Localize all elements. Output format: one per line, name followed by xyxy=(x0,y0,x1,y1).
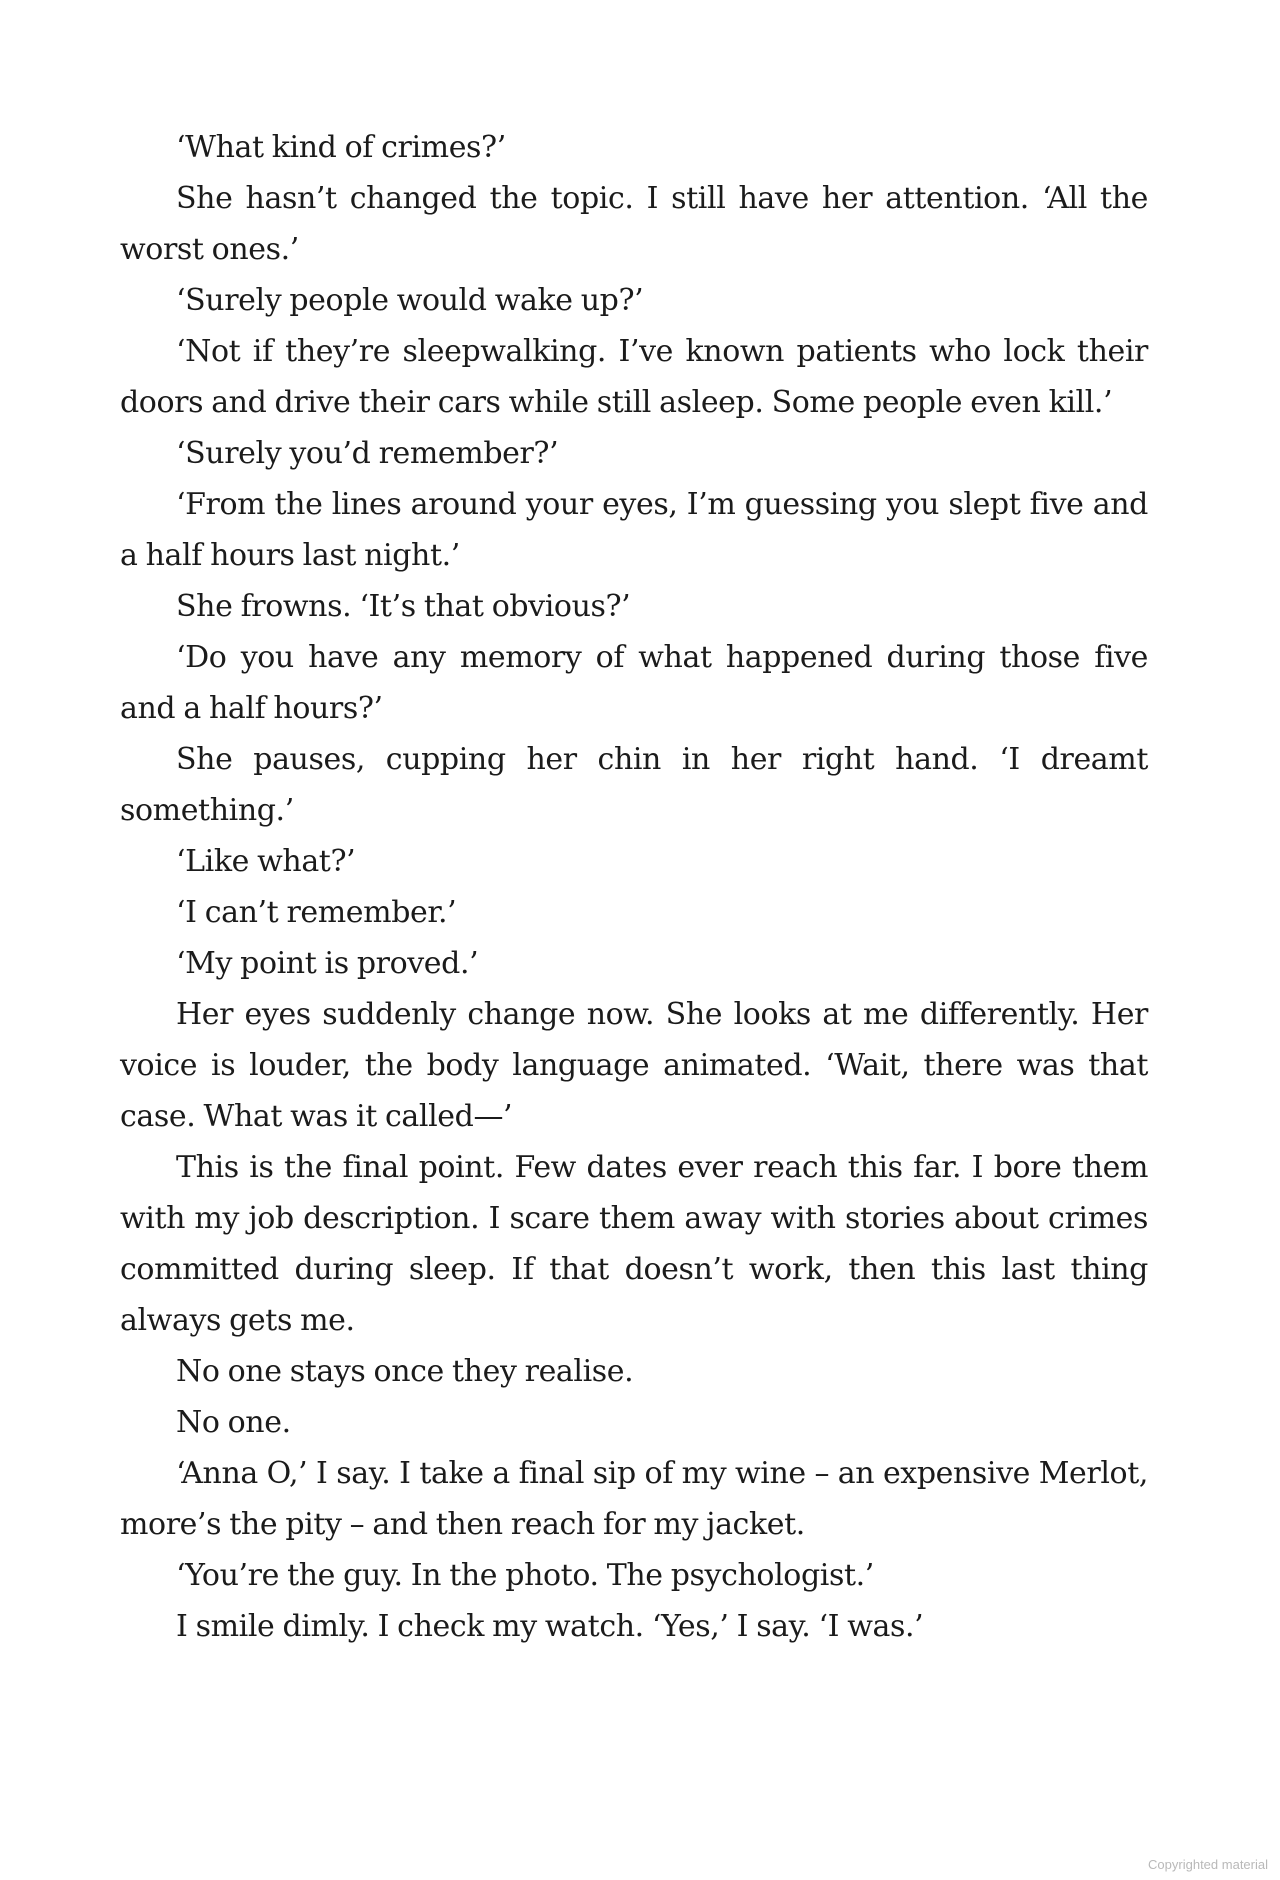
paragraph: She hasn’t changed the topic. I still have her attention. ‘All the worst ones.’ xyxy=(120,181,1148,267)
paragraph: This is the final point. Few dates ever reach this far. I bore them with my job description. I scare them away with stories about crimes committed during sleep. If that doesn’t work, then this last thing always gets me. xyxy=(120,1150,1148,1338)
copyright-watermark: Copyrighted material xyxy=(1148,1857,1268,1872)
paragraph: ‘Like what?’ xyxy=(176,844,356,879)
paragraph: ‘Not if they’re sleepwalking. I’ve known patients who lock their doors and drive their cars while still asleep. Some people even kill.’ xyxy=(120,334,1148,420)
paragraph: ‘Do you have any memory of what happened during those five and a half hours?’ xyxy=(120,640,1148,726)
paragraph: ‘Anna O,’ I say. I take a final sip of my wine – an expensive Merlot, more’s the pity – and then reach for my jacket. xyxy=(120,1456,1148,1542)
paragraph: ‘You’re the guy. In the photo. The psychologist.’ xyxy=(176,1558,874,1593)
paragraph: I smile dimly. I check my watch. ‘Yes,’ I say. ‘I was.’ xyxy=(176,1609,924,1644)
paragraph: ‘What kind of crimes?’ xyxy=(176,130,506,165)
paragraph: No one stays once they realise. xyxy=(176,1354,634,1389)
paragraph: ‘Surely you’d remember?’ xyxy=(176,436,559,471)
paragraph: No one. xyxy=(176,1405,291,1440)
paragraph: Her eyes suddenly change now. She looks at me differently. Her voice is louder, the body language animated. ‘Wait, there was that case. What was it called—’ xyxy=(120,997,1148,1134)
paragraph: She pauses, cupping her chin in her right hand. ‘I dreamt something.’ xyxy=(120,742,1148,828)
paragraph: ‘Surely people would wake up?’ xyxy=(176,283,644,318)
page-body xyxy=(120,122,1148,1652)
paragraph: She frowns. ‘It’s that obvious?’ xyxy=(176,589,631,624)
paragraph: ‘From the lines around your eyes, I’m guessing you slept five and a half hours last night.’ xyxy=(120,487,1148,573)
paragraph: ‘My point is proved.’ xyxy=(176,946,479,981)
paragraph: ‘I can’t remember.’ xyxy=(176,895,457,930)
